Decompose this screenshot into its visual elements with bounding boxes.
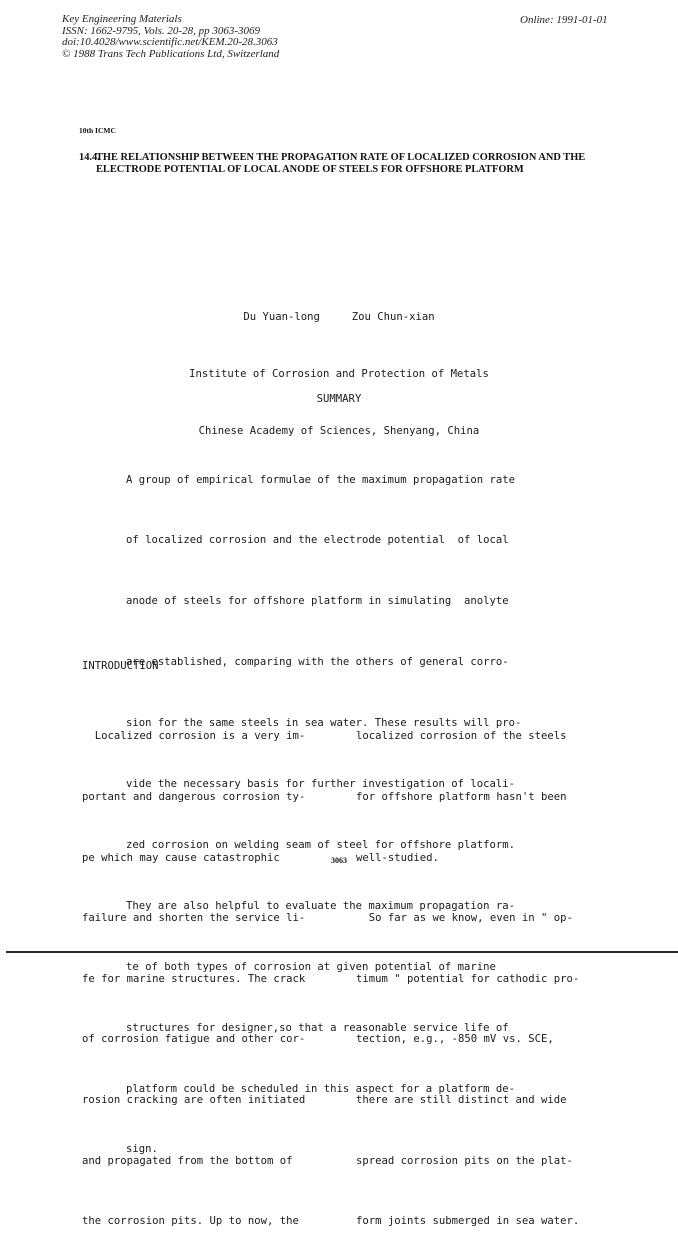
intro-line: localized corrosion of the steels	[356, 730, 567, 743]
intro-left-column	[82, 686, 305, 1252]
author-names: Du Yuan-long Zou Chun-xian	[243, 311, 435, 323]
introduction-heading: INTRODUCTION	[82, 660, 159, 672]
summary-line: A group of empirical formulae of the maximum propagation rate	[126, 473, 516, 486]
summary-line: sign.	[126, 1143, 158, 1156]
summary-line: platform could be scheduled in this aspect for a platform de-	[126, 1082, 516, 1095]
intro-line: spread corrosion pits on the plat-	[356, 1154, 573, 1167]
summary-line: are established, comparing with the others of general corro-	[126, 656, 509, 669]
summary-line: vide the necessary basis for further investigation of locali-	[126, 778, 516, 791]
author-institute: Institute of Corrosion and Protection of Metals	[189, 368, 489, 380]
journal-doi[interactable]: doi:10.4028/www.scientific.net/KEM.20-28.3063	[62, 36, 278, 48]
bottom-rule	[6, 951, 678, 953]
online-date: Online: 1991-01-01	[520, 14, 608, 26]
intro-line: So far as we know, even in " op-	[356, 912, 573, 925]
title-line-2: ELECTRODE POTENTIAL OF LOCAL ANODE OF STEELS FOR OFFSHORE PLATFORM	[96, 164, 524, 175]
intro-line: the corrosion pits. Up to now, the	[82, 1215, 299, 1228]
intro-right-column	[356, 686, 579, 1252]
paper-title	[79, 152, 639, 176]
intro-line: form joints submerged in sea water.	[356, 1215, 580, 1228]
summary-line: zed corrosion on welding seam of steel for offshore platform.	[126, 838, 516, 851]
journal-copyright: © 1988 Trans Tech Publications Ltd, Switzerland	[62, 47, 280, 60]
intro-line: pe which may cause catastrophic	[82, 851, 280, 864]
intro-line: and propagated from the bottom of	[82, 1154, 293, 1167]
journal-name: Key Engineering Materials	[62, 13, 182, 25]
intro-line: portant and dangerous corrosion ty-	[82, 791, 306, 804]
summary-line: anode of steels for offshore platform in simulating anolyte	[126, 595, 509, 608]
section-number: 14.4.	[79, 152, 100, 163]
intro-line: rosion cracking are often initiated	[82, 1094, 306, 1107]
intro-line: fe for marine structures. The crack	[82, 972, 306, 985]
intro-line: failure and shorten the service li-	[82, 912, 306, 925]
summary-line: sion for the same steels in sea water. These results will pro-	[126, 717, 522, 730]
intro-line: for offshore platform hasn't been	[356, 791, 567, 804]
summary-line: structures for designer,so that a reasonable service life of	[126, 1021, 509, 1034]
intro-line: timum " potential for cathodic pro-	[356, 972, 580, 985]
intro-line: Localized corrosion is a very im-	[82, 730, 306, 743]
summary-line: of localized corrosion and the electrode potential of local	[126, 534, 509, 547]
intro-line: of corrosion fatigue and other cor-	[82, 1033, 306, 1046]
summary-heading: SUMMARY	[316, 393, 362, 405]
author-academy: Chinese Academy of Sciences, Shenyang, China	[198, 425, 480, 437]
page-number: 3063	[331, 856, 347, 865]
journal-issn: ISSN: 1662-9795, Vols. 20-28, pp 3063-3069	[62, 24, 260, 37]
summary-line: te of both types of corrosion at given potential of marine	[126, 960, 496, 973]
intro-line: tection, e.g., -850 mV vs. SCE,	[356, 1033, 554, 1046]
conference-label: 10th ICMC	[79, 126, 116, 135]
title-line-1: THE RELATIONSHIP BETWEEN THE PROPAGATION RATE OF LOCALIZED CORROSION AND THE	[96, 152, 586, 163]
intro-line: there are still distinct and wide	[356, 1094, 567, 1107]
journal-info	[62, 14, 279, 60]
intro-line: well-studied.	[356, 851, 439, 864]
summary-line: They are also helpful to evaluate the maximum propagation ra-	[126, 899, 516, 912]
